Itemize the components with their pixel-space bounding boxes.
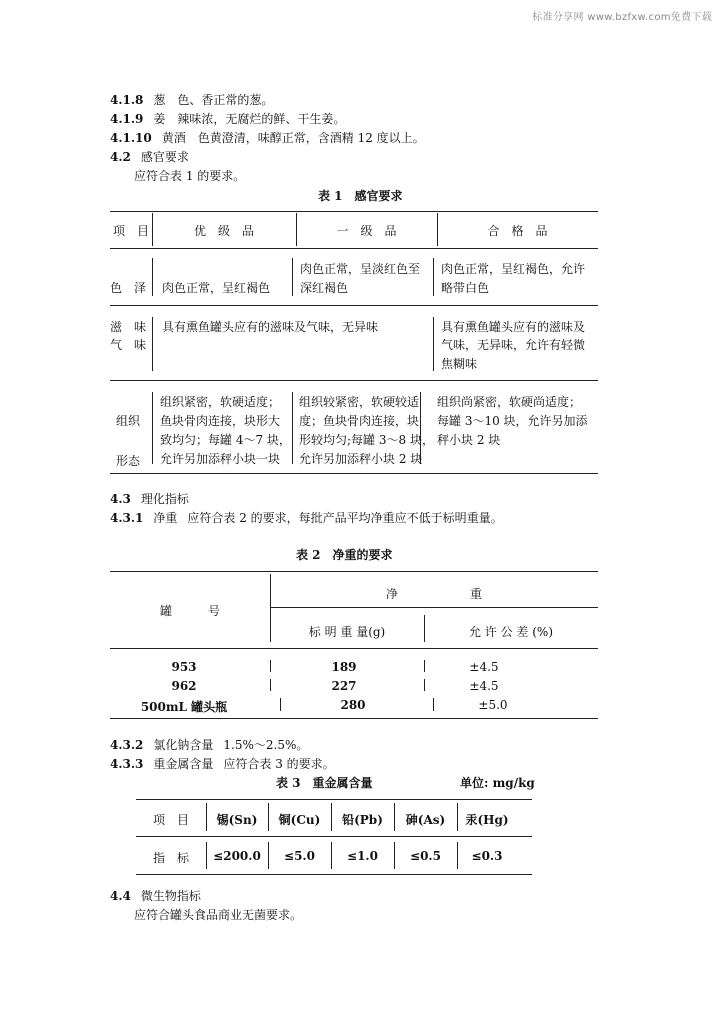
- table1-row-color-qualified: 肉色正常，呈红褐色，允许: [441, 262, 586, 276]
- table3-header-hg: 汞(Hg): [465, 813, 509, 827]
- table3-row-as: ≤0.5: [410, 849, 441, 863]
- table2-row-tolerance: ±4.5: [469, 679, 499, 693]
- table2-header-can: 罐 号: [159, 604, 220, 618]
- table1-row-taste-item: 滋 味: [110, 320, 147, 334]
- table1-col-rule: [292, 392, 293, 464]
- table3-rule: [136, 799, 532, 800]
- section-number: 4.2: [110, 150, 131, 164]
- table2-rule: [110, 648, 598, 649]
- section-4-2-body: 应符合表 1 的要求。: [134, 169, 246, 183]
- table2-row-can: 500mL 罐头瓶: [140, 700, 228, 714]
- table1-rule: [110, 248, 598, 249]
- table2-row-tolerance: ±5.0: [478, 698, 508, 712]
- table2-row-weight: 189: [331, 660, 357, 674]
- table1-row-texture-first: 形较均匀;每罐 3～8 块，: [299, 433, 434, 447]
- table3-caption: 表 3 重金属含量: [276, 776, 373, 790]
- table1-row-color-item: 色 泽: [110, 281, 147, 295]
- table1-row-texture-qualified: 每罐 3～10 块，允许另加添: [437, 414, 588, 428]
- table1-rule: [110, 473, 598, 474]
- table1-row-taste-item: 气 味: [110, 338, 147, 352]
- clause-4-1-8: [110, 91, 273, 108]
- table3-row-label: 指 标: [152, 851, 189, 865]
- section-title: 氯化钠含量: [153, 738, 214, 752]
- section-number: 4.3.3: [110, 757, 144, 771]
- table1-row-texture-premium: 组织紧密，软硬适度；: [160, 395, 281, 409]
- section-body: 1.5%～2.5%。: [223, 738, 309, 752]
- section-4-2-heading: [110, 148, 189, 165]
- section-title: 净重: [153, 511, 178, 525]
- table1-row-texture-item: 形态: [116, 454, 141, 468]
- clause-4-1-10: [110, 129, 425, 146]
- table1-row-texture-first: 度；鱼块骨肉连接，块: [299, 414, 420, 428]
- table1-row-color-first: 深红褐色: [300, 281, 349, 295]
- table2-header-net-weight: 净 重: [385, 587, 482, 601]
- table1-row-color-qualified: 略带白色: [441, 281, 490, 295]
- table2-header-weight: 标 明 重 量(g): [308, 625, 386, 639]
- clause-number: 4.1.10: [110, 131, 152, 145]
- table3-header-pb: 铅(Pb): [342, 813, 383, 827]
- table1-row-taste-merged: 具有熏鱼罐头应有的滋味及气味，无异味: [162, 320, 379, 334]
- table2-rule: [110, 571, 598, 572]
- section-4-3-heading: [110, 490, 189, 507]
- table3-header-sn: 锡(Sn): [216, 813, 258, 827]
- table1-row-texture-first: 组织较紧密，软硬较适: [299, 395, 420, 409]
- clause-number: 4.1.9: [110, 112, 144, 126]
- table1-col-rule: [292, 258, 293, 296]
- table1-header-item: 项 目: [112, 224, 149, 238]
- section-body: 应符合表 2 的要求，每批产品平均净重应不低于标明重量。: [187, 511, 503, 525]
- table2-header-tolerance: 允 许 公 差 (%): [468, 625, 554, 639]
- table1-row-taste-qualified: 焦糊味: [441, 357, 478, 371]
- section-title: 感官要求: [140, 150, 189, 164]
- section-body: 应符合表 3 的要求。: [223, 757, 335, 771]
- section-title: 重金属含量: [153, 757, 214, 771]
- table2-row-weight: 280: [340, 698, 366, 712]
- table3-rule: [136, 874, 532, 875]
- table3-row-hg: ≤0.3: [471, 849, 503, 863]
- section-number: 4.3.1: [110, 511, 144, 525]
- table3-rule: [136, 836, 532, 837]
- table2-row-tolerance: ±4.5: [469, 660, 499, 674]
- table1-row-texture-premium: 允许另加添秤小块一块: [160, 452, 281, 466]
- table1-col-rule: [152, 258, 153, 296]
- table2-row-weight: 227: [331, 679, 357, 693]
- table1-row-color-premium: 肉色正常，呈红褐色: [162, 281, 271, 295]
- table1-row-texture-premium: 致均匀；每罐 4～7 块，: [160, 433, 291, 447]
- table1-row-texture-first: 允许另加添秤小块 2 块: [299, 452, 423, 466]
- section-number: 4.4: [110, 889, 131, 903]
- clause-4-1-9: [110, 110, 345, 127]
- table1-header-qualified: 合 格 品: [487, 224, 548, 238]
- table1-rule: [110, 305, 598, 306]
- section-number: 4.3.2: [110, 738, 144, 752]
- section-number: 4.3: [110, 492, 131, 506]
- table3-row-sn: ≤200.0: [213, 849, 261, 863]
- table3-row-pb: ≤1.0: [347, 849, 378, 863]
- table1-caption: 表 1 感官要求: [318, 189, 403, 203]
- table2-row-can: 953: [171, 660, 197, 674]
- table3-header-cu: 铜(Cu): [278, 813, 321, 827]
- clause-text: 葱 色、香正常的葱。: [153, 93, 274, 107]
- table1-header-first: 一 级 品: [336, 224, 397, 238]
- table1-rule: [110, 380, 598, 381]
- table2-rule: [110, 718, 598, 719]
- table3-header-as: 砷(As): [405, 813, 446, 827]
- clause-text: 姜 辣味浓，无腐烂的鲜、干生姜。: [153, 112, 346, 126]
- table3-header-item: 项 目: [152, 813, 189, 827]
- section-title: 微生物指标: [140, 889, 201, 903]
- section-4-4-body: 应符合罐头食品商业无菌要求。: [134, 908, 303, 922]
- section-4-4-heading: [110, 887, 201, 904]
- table1-header-premium: 优 级 品: [193, 224, 254, 238]
- section-4-3-3: [110, 755, 335, 772]
- section-4-3-1: [110, 509, 503, 526]
- table1-col-rule: [152, 317, 153, 371]
- table1-rule: [110, 211, 598, 212]
- table1-col-rule: [433, 258, 434, 296]
- table1-col-rule: [152, 392, 153, 464]
- table1-row-texture-premium: 鱼块骨肉连接，块形大: [160, 414, 281, 428]
- clause-number: 4.1.8: [110, 93, 144, 107]
- table1-col-rule: [433, 317, 434, 371]
- table2-rule: [270, 607, 598, 608]
- table1-row-texture-qualified: 组织尚紧密，软硬尚适度；: [437, 395, 582, 409]
- table2-row-can: 962: [171, 679, 197, 693]
- table2-caption: 表 2 净重的要求: [296, 548, 393, 562]
- table3-unit: 单位: mg/kg: [460, 776, 535, 790]
- section-title: 理化指标: [140, 492, 189, 506]
- table1-row-texture-qualified: 秤小块 2 块: [437, 433, 501, 447]
- section-4-3-2: [110, 736, 308, 753]
- table3-row-cu: ≤5.0: [284, 849, 315, 863]
- table1-row-color-first: 肉色正常，呈淡红色至: [300, 262, 421, 276]
- table1-row-texture-item: 组织: [116, 414, 141, 428]
- watermark: 标准分享网 www.bzfxw.com免费下载: [532, 12, 712, 23]
- table1-row-taste-qualified: 气味，无异味，允许有轻微: [441, 338, 586, 352]
- table1-row-taste-qualified: 具有熏鱼罐头应有的滋味及: [441, 320, 586, 334]
- clause-text: 黄酒 色黄澄清，味醇正常，含酒精 12 度以上。: [161, 131, 425, 145]
